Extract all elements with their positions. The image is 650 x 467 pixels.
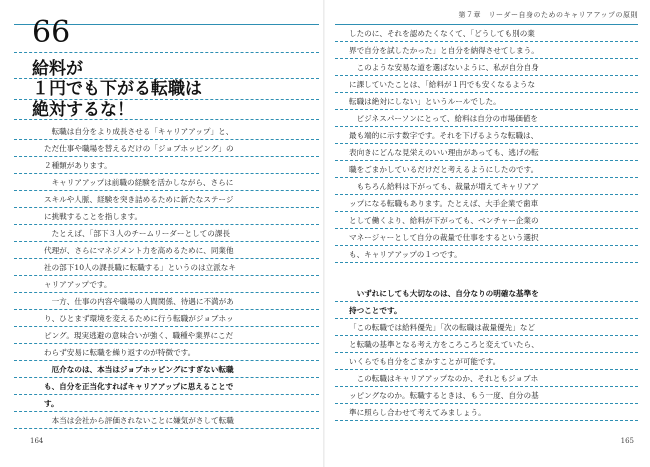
body-line: いくらでも自分をごまかすことが可能です。 bbox=[349, 357, 501, 366]
rule-line bbox=[14, 119, 319, 120]
body-line: ッピングなのか。転職するときは、もう一度、自分の基 bbox=[349, 391, 539, 400]
body-line: 界で自分を試したかった」と自分を納得させてしまう。 bbox=[349, 46, 539, 55]
body-line: も、キャリアアップの１つです。 bbox=[349, 250, 462, 259]
right-page bbox=[325, 0, 650, 467]
rule-line bbox=[335, 211, 638, 212]
rule-line bbox=[335, 109, 638, 110]
body-line: ビジネスパーソンにとって、給料は自分の市場価値を bbox=[349, 114, 539, 123]
rule-line bbox=[14, 411, 319, 412]
rule-line bbox=[335, 301, 638, 302]
rule-line bbox=[14, 224, 319, 225]
body-line: り、ひとまず環境を変えるために行う転職がジョブホッ bbox=[44, 314, 234, 323]
body-line: このような安易な道を選ばないように、私が自分自身 bbox=[349, 63, 539, 72]
body-line: 代理が、さらにマネジメント力を高めるために、同業他 bbox=[44, 246, 234, 255]
body-line-emphasis: 厄介なのは、本当はジョブホッピングにすぎない転職 bbox=[44, 365, 234, 374]
body-line: 一方、仕事の内容や職場の人間関係、待遇に不満があ bbox=[44, 297, 234, 306]
body-line: 最も端的に示す数字です。それを下げるような転職は、 bbox=[349, 131, 539, 140]
rule-line bbox=[335, 245, 638, 246]
body-line: わらず安易に転職を繰り返すのが特徴です。 bbox=[44, 348, 196, 357]
rule-line bbox=[335, 369, 638, 370]
rule-line bbox=[14, 241, 319, 242]
rule-line bbox=[335, 228, 638, 229]
body-line: もちろん給料は下がっても、裁量が増えてキャリアア bbox=[349, 182, 539, 191]
body-line: 「この転職では給料優先」「次の転職は裁量優先」など bbox=[349, 323, 536, 332]
rule-line bbox=[14, 292, 319, 293]
rule-line bbox=[335, 420, 638, 421]
rule-line bbox=[14, 394, 319, 395]
section-number: 66 bbox=[32, 15, 71, 50]
section-heading-line-2: １円でも下がる転職は bbox=[32, 79, 202, 99]
body-line: たとえば、「部下３人のチームリーダーとしての課長 bbox=[44, 229, 231, 238]
body-line: ピング。現実逃避の意味合いが強く、職種や業界にこだ bbox=[44, 331, 234, 340]
rule-line bbox=[14, 428, 319, 429]
body-line: に挑戦することを指します。 bbox=[44, 212, 143, 221]
body-line-emphasis: いずれにしても大切なのは、自分なりの明確な基準を bbox=[349, 289, 539, 298]
body-line-emphasis: す。 bbox=[44, 399, 59, 408]
rule-line bbox=[335, 352, 638, 353]
rule-line bbox=[335, 403, 638, 404]
body-line: ２種類があります。 bbox=[44, 161, 112, 170]
body-line: キャリアアップは前職の経験を活かしながら、さらに bbox=[44, 178, 234, 187]
body-line-emphasis: も、自分を正当化すればキャリアアップに思えることで bbox=[44, 382, 234, 391]
rule-line bbox=[335, 75, 638, 76]
body-line: として働くより、給料が下がっても、ベンチャー企業の bbox=[349, 216, 539, 225]
body-line-emphasis: 転職は絶対にしない」というルールでした。 bbox=[349, 97, 501, 106]
rule-line bbox=[335, 143, 638, 144]
rule-line bbox=[14, 156, 319, 157]
rule-line bbox=[335, 194, 638, 195]
body-line: 準に照らし合わせて考えてみましょう。 bbox=[349, 408, 486, 417]
body-line: したのに、それを認めたくなくて、「どうしても別の業 bbox=[349, 29, 535, 38]
section-heading-line-1: 給料が bbox=[32, 59, 83, 79]
rule-line bbox=[14, 343, 319, 344]
rule-line bbox=[335, 126, 638, 127]
rule-line bbox=[14, 275, 319, 276]
body-line: マネージャーとして自分の裁量で仕事をするという選択 bbox=[349, 233, 539, 242]
body-line: 職をごまかしているだけだと考えるようにしたのです。 bbox=[349, 165, 539, 174]
rule-line bbox=[335, 386, 638, 387]
rule-line bbox=[14, 309, 319, 310]
body-line: と転職の基準となる考え方をころころと変えていたら、 bbox=[349, 340, 539, 349]
rule-line bbox=[14, 360, 319, 361]
rule-line bbox=[335, 262, 638, 263]
running-header: 第７章 リーダー自身のためのキャリアアップの原則 bbox=[458, 11, 638, 19]
rule-line bbox=[335, 24, 638, 25]
body-line: スキルや人脈、経験を突き詰めるために新たなステージ bbox=[44, 195, 234, 204]
rule-line bbox=[14, 52, 319, 53]
page-number: 165 bbox=[620, 437, 634, 445]
body-line-emphasis: に課していたことは、「給料が１円でも安くなるような bbox=[349, 80, 536, 89]
rule-line bbox=[335, 58, 638, 59]
body-line: ップになる転職もあります。たとえば、大手企業で歯車 bbox=[349, 199, 539, 208]
body-line: ただ仕事や職場を替えるだけの「ジョブホッピング」の bbox=[44, 144, 234, 153]
body-line: この転職はキャリアアップなのか、それともジョブホ bbox=[349, 374, 539, 383]
page-number: 164 bbox=[30, 437, 44, 445]
rule-line bbox=[335, 41, 638, 42]
rule-line bbox=[14, 139, 319, 140]
rule-line bbox=[14, 258, 319, 259]
rule-line bbox=[335, 318, 638, 319]
section-heading-line-3: 絶対するな！ bbox=[32, 100, 134, 120]
body-line: ャリアアップです。 bbox=[44, 280, 112, 289]
body-line: 表向きにどんな見栄えのいい理由があっても、逃げの転 bbox=[349, 148, 539, 157]
body-line-emphasis: 持つことです。 bbox=[349, 306, 402, 315]
body-line: 転職は自分をより成長させる「キャリアアップ」と、 bbox=[44, 127, 234, 136]
rule-line bbox=[335, 177, 638, 178]
rule-line bbox=[14, 326, 319, 327]
rule-line bbox=[335, 92, 638, 93]
rule-line bbox=[335, 160, 638, 161]
body-line: 本当は会社から評価されないことに嫌気がさして転職 bbox=[44, 416, 234, 425]
rule-line bbox=[14, 377, 319, 378]
rule-line bbox=[14, 207, 319, 208]
rule-line bbox=[335, 335, 638, 336]
rule-line bbox=[14, 190, 319, 191]
rule-line bbox=[14, 173, 319, 174]
body-line: 社の部下10人の課長職に転職する」というのは立派なキ bbox=[44, 263, 236, 272]
